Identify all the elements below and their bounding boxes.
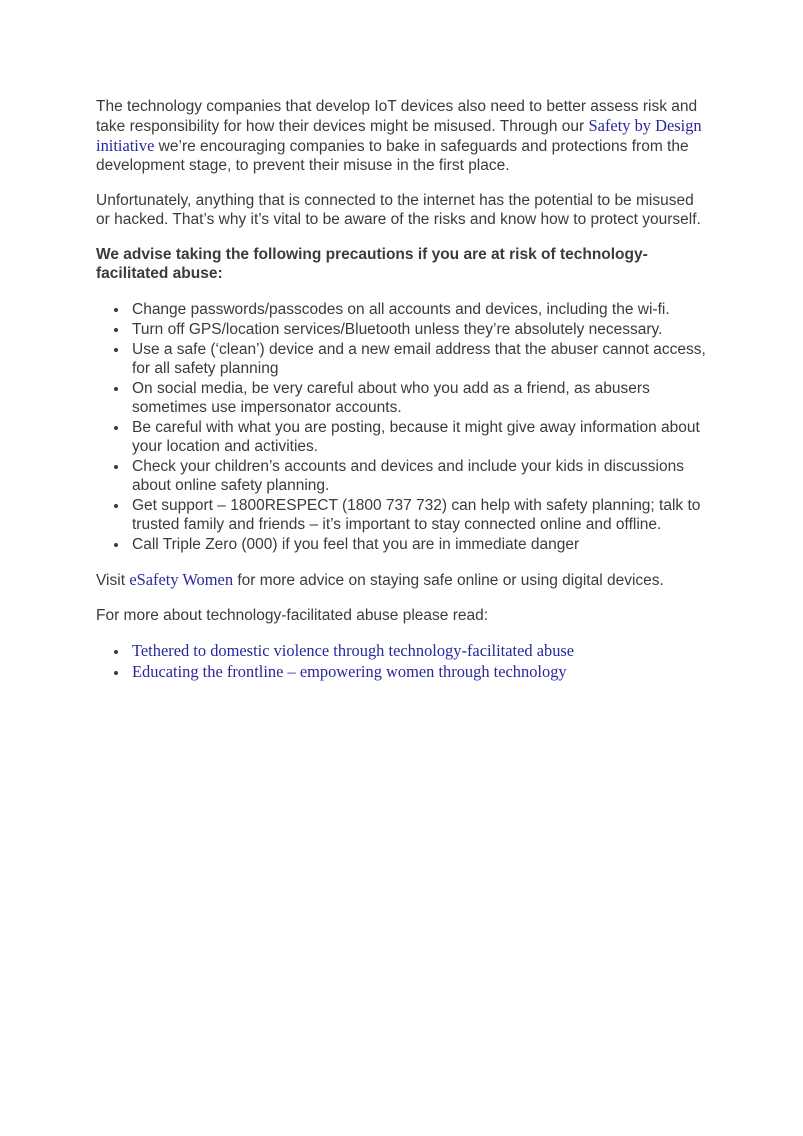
precaution-text: On social media, be very careful about who you add as a friend, as abusers sometimes use impersonator accounts. <box>132 380 650 416</box>
precaution-item <box>129 320 707 339</box>
educating-frontline-link[interactable]: Educating the frontline – empowering women through technology <box>132 662 567 681</box>
precaution-text: Check your children’s accounts and devices and include your kids in discussions about online safety planning. <box>132 458 684 494</box>
visit-paragraph <box>96 570 707 590</box>
precaution-item <box>129 496 707 534</box>
precaution-text: Get support – 1800RESPECT (1800 737 732) can help with safety planning; talk to trusted family and friends – it’s important to stay connected online and offline. <box>132 497 701 533</box>
precaution-text: Turn off GPS/location services/Bluetooth unless they’re absolutely necessary. <box>132 321 663 338</box>
related-article-item <box>129 641 707 661</box>
precautions-list <box>96 300 707 554</box>
safety-by-design-link[interactable]: Safety by Design initiative <box>96 116 702 155</box>
precaution-item <box>129 300 707 319</box>
related-articles-list <box>96 641 707 682</box>
intro-paragraph <box>96 97 707 175</box>
internet-risk-paragraph: Unfortunately, anything that is connected to the internet has the potential to be misused or hacked. That’s why it’s vital to be aware of the risks and know how to protect yourself. <box>96 192 701 228</box>
precautions-heading: We advise taking the following precautions if you are at risk of technology-facilitated abuse: <box>96 246 648 282</box>
precaution-item <box>129 418 707 456</box>
precaution-item <box>129 535 707 554</box>
visit-text-after: for more advice on staying safe online or using digital devices. <box>233 572 664 589</box>
precaution-text: Be careful with what you are posting, because it might give away information about your location and activities. <box>132 419 700 455</box>
precaution-item <box>129 379 707 417</box>
tethered-domestic-violence-link[interactable]: Tethered to domestic violence through technology-facilitated abuse <box>132 641 575 660</box>
intro-text-after: we’re encouraging companies to bake in safeguards and protections from the development stage, to prevent their misuse in the first place. <box>96 138 689 174</box>
intro-text-before: The technology companies that develop IoT devices also need to better assess risk and take responsibility for how their devices might be misused. Through our <box>96 98 698 135</box>
related-article-item <box>129 662 707 682</box>
precaution-item <box>129 457 707 495</box>
read-more-paragraph: For more about technology-facilitated abuse please read: <box>96 607 489 624</box>
esafety-women-link[interactable]: eSafety Women <box>129 570 234 589</box>
precaution-text: Call Triple Zero (000) if you feel that you are in immediate danger <box>132 536 580 553</box>
precaution-text: Change passwords/passcodes on all accounts and devices, including the wi-fi. <box>132 301 670 318</box>
precaution-text: Use a safe (‘clean’) device and a new email address that the abuser cannot access, for all safety planning <box>132 341 706 377</box>
visit-text-before: Visit <box>96 572 130 589</box>
precaution-item <box>129 340 707 378</box>
